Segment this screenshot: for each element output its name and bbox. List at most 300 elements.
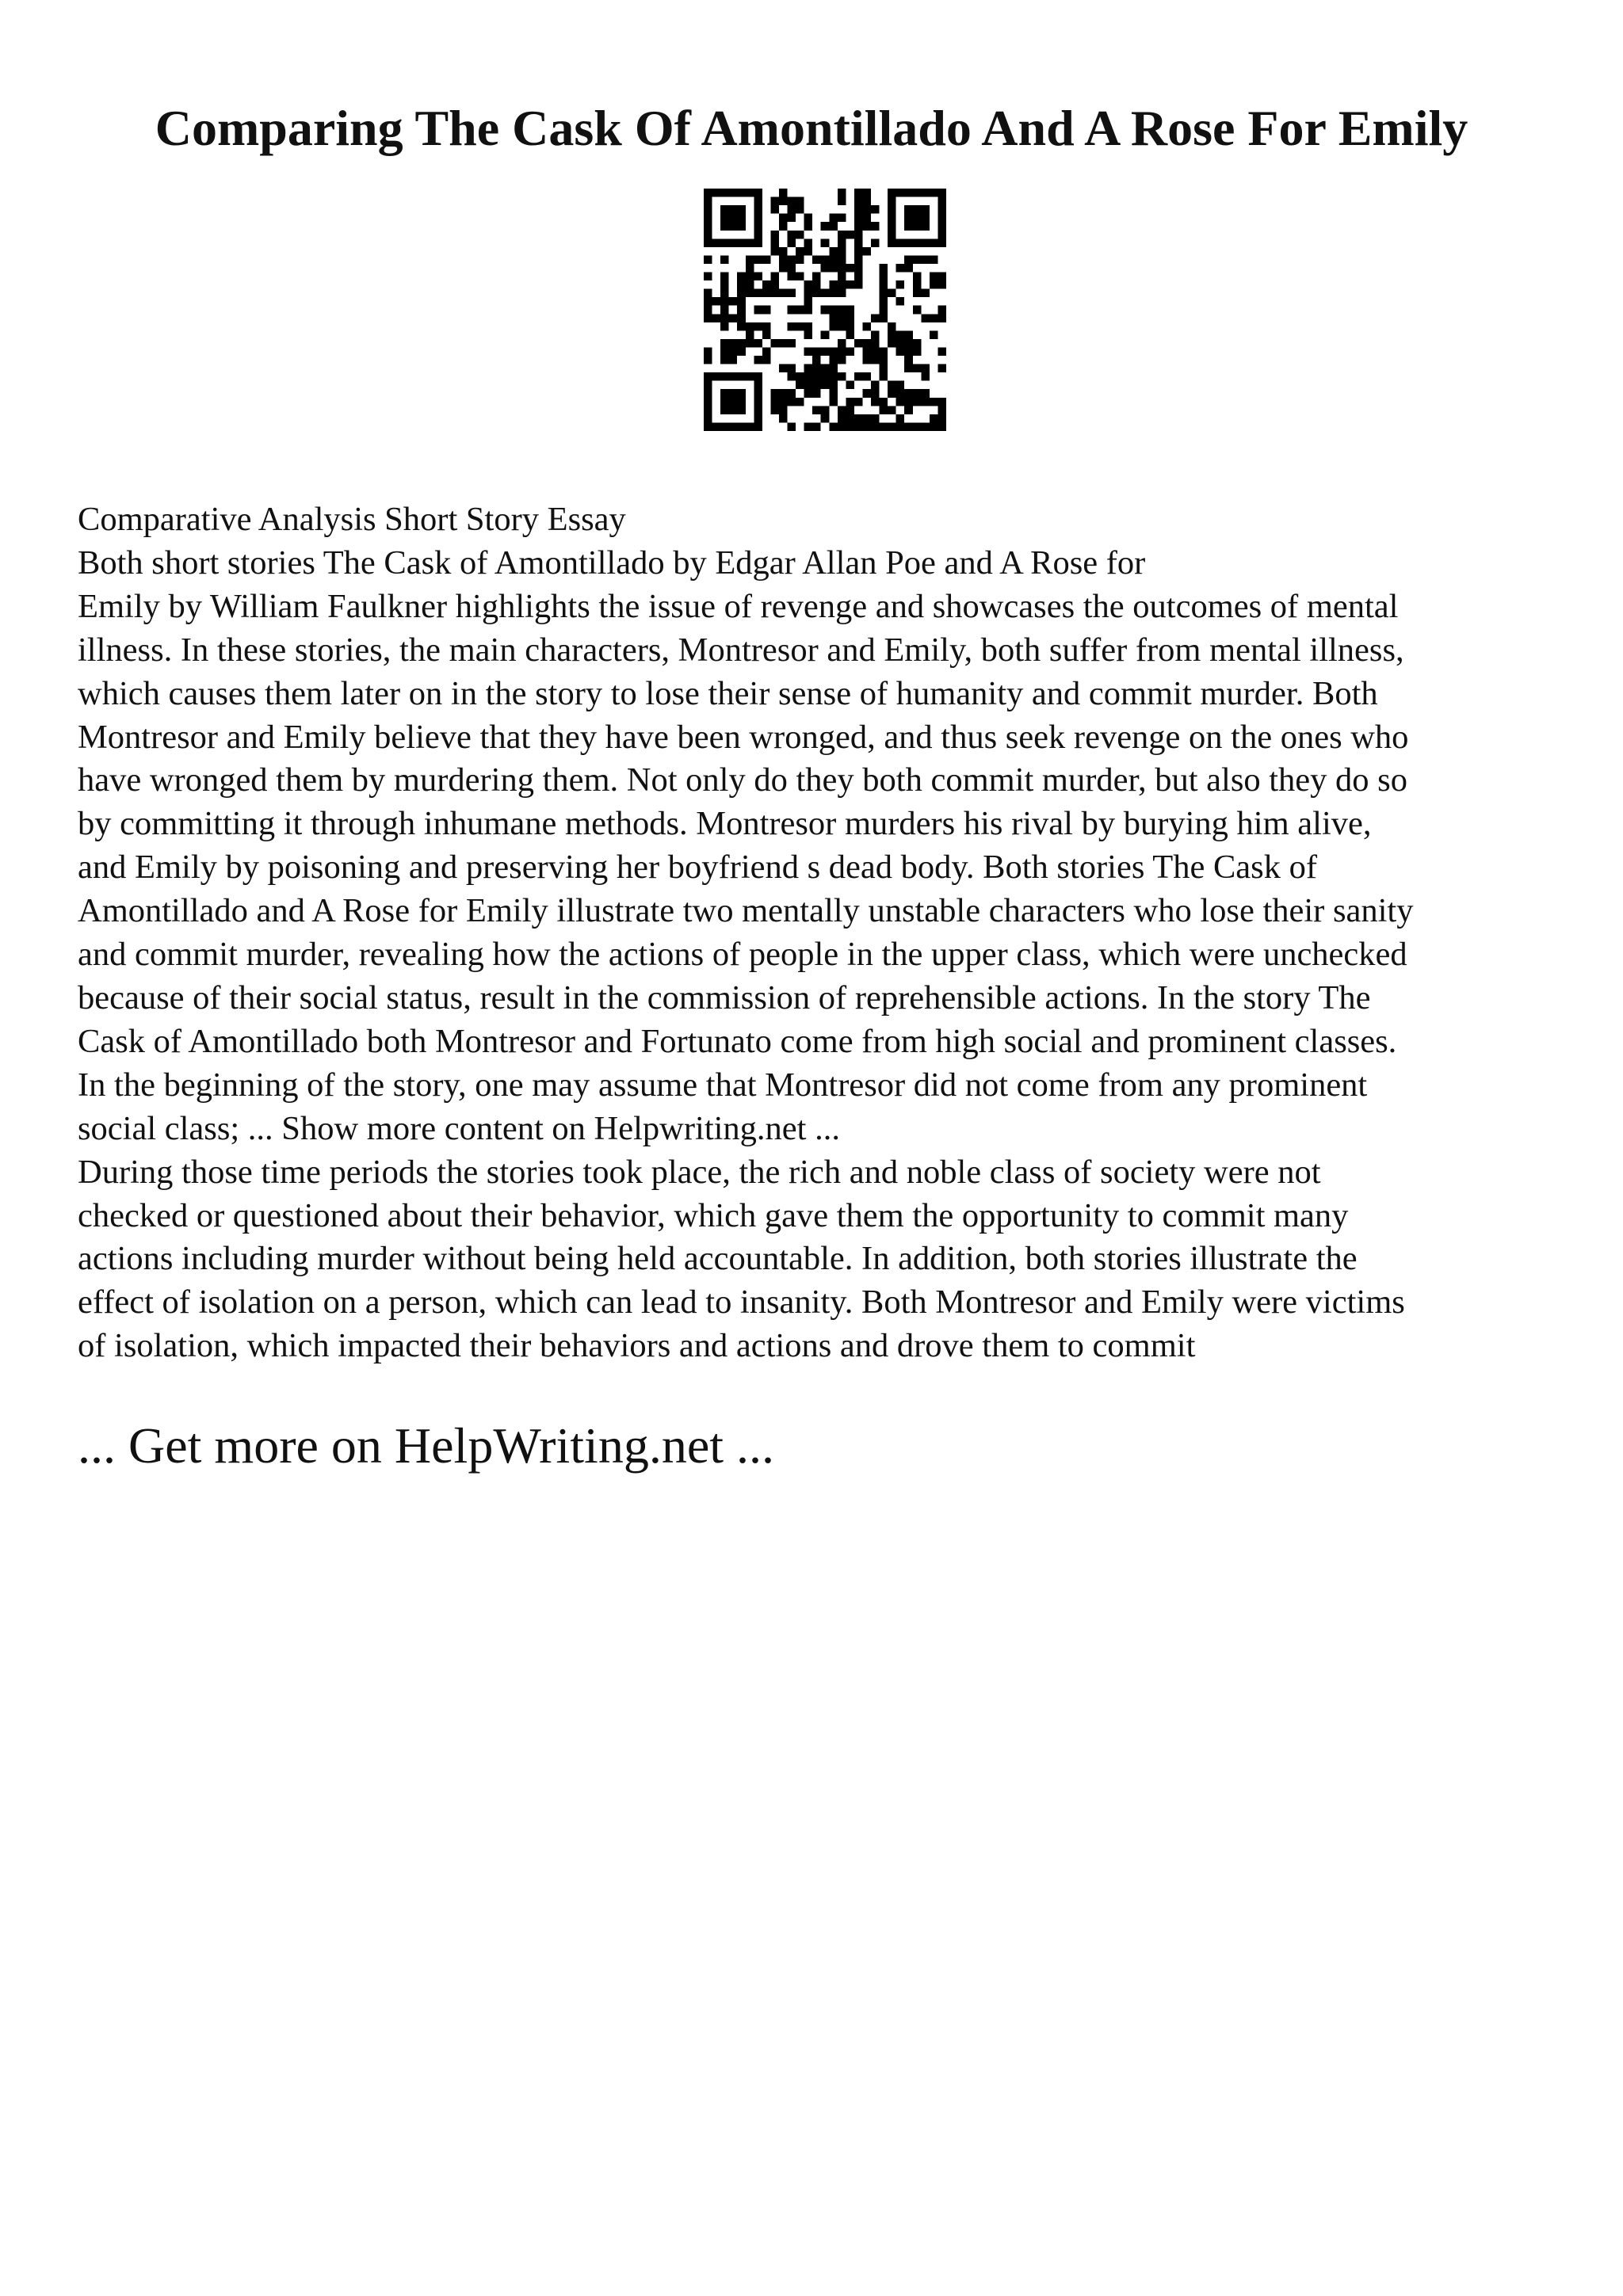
qr-module — [862, 389, 871, 398]
qr-module — [829, 381, 838, 390]
qr-module — [821, 238, 830, 247]
qr-module — [871, 238, 880, 247]
qr-module — [880, 364, 888, 373]
qr-module — [930, 280, 938, 289]
qr-module — [930, 414, 938, 423]
qr-module — [854, 255, 863, 264]
qr-module — [829, 389, 838, 398]
qr-module — [796, 306, 804, 315]
qr-module — [737, 297, 746, 306]
qr-module — [854, 197, 863, 206]
qr-module — [788, 389, 796, 398]
qr-module — [762, 289, 771, 298]
qr-module — [704, 314, 712, 322]
qr-module — [854, 398, 863, 406]
qr-module — [788, 422, 796, 431]
qr-module — [938, 273, 946, 281]
qr-module — [770, 205, 779, 214]
qr-code-icon — [704, 189, 946, 431]
qr-module — [804, 322, 813, 331]
qr-module — [862, 189, 871, 197]
qr-module — [880, 306, 888, 315]
qr-module — [880, 289, 888, 298]
qr-module — [804, 306, 813, 315]
qr-module — [720, 347, 729, 356]
qr-module — [871, 389, 880, 398]
qr-module — [754, 273, 762, 281]
qr-module — [804, 389, 813, 398]
qr-module — [838, 289, 846, 298]
qr-module — [880, 280, 888, 289]
qr-module — [938, 406, 946, 414]
qr-module — [838, 189, 846, 197]
qr-module — [746, 339, 754, 348]
qr-module — [829, 422, 838, 431]
qr-module — [812, 347, 821, 356]
qr-module — [854, 231, 863, 239]
qr-module — [770, 398, 779, 406]
qr-module — [812, 280, 821, 289]
qr-module — [862, 422, 871, 431]
qr-module — [812, 406, 821, 414]
qr-module — [871, 314, 880, 322]
qr-module — [846, 314, 854, 322]
qr-module — [896, 280, 905, 289]
body-line: because of their social status, result in the commission of reprehensible actions. In the story The — [78, 978, 1371, 1016]
qr-module — [896, 264, 905, 273]
qr-module — [913, 306, 922, 315]
qr-module — [930, 314, 938, 322]
qr-module — [896, 347, 905, 356]
qr-module — [804, 289, 813, 298]
qr-module — [788, 197, 796, 206]
qr-module — [821, 364, 830, 373]
qr-module — [862, 205, 871, 214]
qr-module — [846, 280, 854, 289]
qr-module — [746, 280, 754, 289]
qr-module — [754, 356, 762, 364]
qr-module — [770, 238, 779, 247]
qr-module — [796, 255, 804, 264]
body-line: social class; ... Show more content on Helpwriting.net ... — [78, 1109, 840, 1147]
qr-module — [704, 306, 712, 315]
qr-module — [746, 330, 754, 339]
qr-module — [838, 322, 846, 331]
get-more-link-text: ... Get more on HelpWriting.net ... — [78, 1417, 774, 1474]
qr-module — [930, 330, 938, 339]
qr-module — [862, 247, 871, 256]
qr-module — [720, 314, 729, 322]
qr-module — [904, 364, 913, 373]
qr-module — [796, 231, 804, 239]
qr-module — [821, 330, 830, 339]
qr-module — [812, 273, 821, 281]
qr-module — [921, 398, 930, 406]
qr-module — [804, 247, 813, 256]
qr-module — [737, 347, 746, 356]
qr-module — [854, 372, 863, 381]
qr-module — [720, 273, 729, 281]
qr-module — [854, 189, 863, 197]
qr-module — [871, 339, 880, 348]
qr-module — [829, 356, 838, 364]
qr-module — [770, 289, 779, 298]
qr-module — [829, 398, 838, 406]
qr-module — [788, 238, 796, 247]
qr-module — [904, 264, 913, 273]
qr-module — [904, 422, 913, 431]
qr-module — [829, 289, 838, 298]
qr-module — [704, 356, 712, 364]
qr-module — [938, 422, 946, 431]
qr-module — [913, 389, 922, 398]
qr-module — [762, 255, 771, 264]
qr-module — [746, 322, 754, 331]
qr-module — [880, 273, 888, 281]
qr-module — [930, 398, 938, 406]
body-line: illness. In these stories, the main characters, Montresor and Emily, both suffer from mental illness, — [78, 631, 1404, 669]
qr-module — [729, 347, 738, 356]
qr-module — [812, 255, 821, 264]
qr-module — [770, 389, 779, 398]
qr-module — [788, 364, 796, 373]
qr-module — [796, 398, 804, 406]
qr-module — [821, 414, 830, 423]
qr-module — [838, 339, 846, 348]
qr-module — [812, 364, 821, 373]
qr-module — [904, 398, 913, 406]
qr-module — [880, 406, 888, 414]
qr-module — [779, 389, 788, 398]
qr-module — [904, 389, 913, 398]
qr-module — [846, 347, 854, 356]
qr-module — [880, 372, 888, 381]
qr-module — [788, 372, 796, 381]
qr-module — [896, 330, 905, 339]
qr-module — [896, 389, 905, 398]
qr-module — [770, 197, 779, 206]
qr-module — [838, 347, 846, 356]
qr-module — [829, 247, 838, 256]
qr-module — [796, 273, 804, 281]
qr-module — [704, 297, 712, 306]
qr-module — [871, 422, 880, 431]
qr-module — [720, 306, 729, 315]
qr-module — [770, 231, 779, 239]
qr-module — [804, 381, 813, 390]
qr-module — [871, 414, 880, 423]
qr-module — [862, 347, 871, 356]
qr-module — [862, 414, 871, 423]
qr-module — [829, 306, 838, 315]
qr-module — [921, 364, 930, 373]
qr-module — [779, 197, 788, 206]
qr-module — [788, 214, 796, 223]
qr-module — [746, 273, 754, 281]
qr-module — [854, 222, 863, 231]
qr-module — [938, 306, 946, 315]
body-line: and commit murder, revealing how the actions of people in the upper class, which were unchecked — [78, 936, 1407, 974]
body-line: Both short stories The Cask of Amontillado by Edgar Allan Poe and A Rose for — [78, 543, 1146, 582]
qr-module — [854, 264, 863, 273]
qr-module — [838, 372, 846, 381]
qr-module — [754, 255, 762, 264]
qr-module — [846, 398, 854, 406]
qr-module — [746, 255, 754, 264]
qr-module — [896, 414, 905, 423]
qr-module — [880, 264, 888, 273]
document-title: Comparing The Cask Of Amontillado And A Rose For Emily — [155, 100, 1468, 156]
qr-module — [704, 289, 712, 298]
qr-module — [913, 273, 922, 281]
qr-module — [854, 273, 863, 281]
qr-module — [796, 381, 804, 390]
body-line: have wronged them by murdering them. Not only do they both commit murder, but also they do so — [78, 761, 1407, 799]
qr-module — [930, 422, 938, 431]
qr-module — [796, 197, 804, 206]
qr-module — [821, 306, 830, 315]
qr-module — [754, 339, 762, 348]
qr-module — [804, 347, 813, 356]
qr-module — [846, 414, 854, 423]
qr-module — [829, 264, 838, 273]
body-line: and Emily by poisoning and preserving her boyfriend s dead body. Both stories The Cask of — [78, 849, 1317, 887]
qr-module — [871, 330, 880, 339]
qr-module — [704, 347, 712, 356]
qr-module — [862, 356, 871, 364]
qr-module — [796, 205, 804, 214]
qr-module — [812, 422, 821, 431]
qr-module — [871, 356, 880, 364]
qr-module — [729, 297, 738, 306]
body-line: Emily by William Faulkner highlights the issue of revenge and showcases the outcomes of mental — [78, 587, 1399, 625]
qr-module — [871, 205, 880, 214]
qr-module — [838, 264, 846, 273]
qr-module — [754, 306, 762, 315]
qr-module — [846, 322, 854, 331]
qr-module — [788, 255, 796, 264]
qr-module — [788, 289, 796, 298]
qr-module — [821, 264, 830, 273]
qr-module — [888, 339, 896, 348]
qr-module — [904, 356, 913, 364]
qr-module — [779, 339, 788, 348]
qr-module — [838, 414, 846, 423]
qr-module — [913, 364, 922, 373]
qr-module — [812, 372, 821, 381]
qr-module — [888, 422, 896, 431]
qr-module — [829, 322, 838, 331]
qr-module — [812, 289, 821, 298]
body-line: Cask of Amontillado both Montresor and Fortunato come from high social and prominent classes. — [78, 1022, 1397, 1060]
qr-module — [862, 372, 871, 381]
qr-module — [788, 306, 796, 315]
qr-module — [762, 356, 771, 364]
qr-module — [821, 372, 830, 381]
qr-module — [720, 280, 729, 289]
qr-module — [921, 422, 930, 431]
qr-module — [788, 264, 796, 273]
qr-module — [846, 330, 854, 339]
qr-module — [913, 398, 922, 406]
qr-module — [737, 280, 746, 289]
qr-module — [880, 314, 888, 322]
qr-module — [720, 322, 729, 331]
qr-module — [720, 297, 729, 306]
qr-module — [804, 364, 813, 373]
qr-module — [770, 406, 779, 414]
qr-module — [821, 255, 830, 264]
qr-module — [770, 339, 779, 348]
qr-module — [938, 347, 946, 356]
body-line: effect of isolation on a person, which can lead to insanity. Both Montresor and Emily were victims — [78, 1283, 1405, 1322]
qr-module — [862, 214, 871, 223]
qr-module — [788, 339, 796, 348]
qr-module — [762, 306, 771, 315]
qr-module — [846, 422, 854, 431]
qr-module — [938, 398, 946, 406]
qr-module — [788, 231, 796, 239]
qr-module — [829, 364, 838, 373]
qr-module — [921, 255, 930, 264]
qr-module — [812, 356, 821, 364]
qr-module — [770, 280, 779, 289]
qr-module — [871, 381, 880, 390]
qr-module — [854, 339, 863, 348]
qr-module — [880, 356, 888, 364]
qr-module — [829, 314, 838, 322]
qr-module — [838, 356, 846, 364]
qr-module — [762, 330, 771, 339]
body-line: of isolation, which impacted their behaviors and actions and drove them to commit — [78, 1327, 1196, 1365]
qr-module — [821, 289, 830, 298]
body-line: actions including murder without being held accountable. In addition, both stories illustrate the — [78, 1240, 1358, 1278]
qr-module — [737, 322, 746, 331]
qr-module — [804, 422, 813, 431]
qr-module — [779, 414, 788, 423]
qr-module — [846, 264, 854, 273]
qr-module — [838, 214, 846, 223]
qr-module — [829, 347, 838, 356]
qr-module — [729, 356, 738, 364]
qr-module — [812, 381, 821, 390]
body-line: Montresor and Emily believe that they have been wronged, and thus seek revenge on the ones who — [78, 718, 1409, 756]
qr-module — [829, 214, 838, 223]
qr-module — [921, 314, 930, 322]
qr-module — [829, 255, 838, 264]
body-line: Amontillado and A Rose for Emily illustrate two mentally unstable characters who lose their sanity — [78, 892, 1414, 930]
qr-module — [796, 247, 804, 256]
qr-module — [896, 422, 905, 431]
body-line: by committing it through inhumane methods. Montresor murders his rival by burying him alive, — [78, 805, 1372, 843]
qr-module — [880, 398, 888, 406]
qr-module — [862, 322, 871, 331]
qr-module — [896, 339, 905, 348]
qr-module — [888, 322, 896, 331]
qr-module — [779, 406, 788, 414]
qr-module — [796, 372, 804, 381]
qr-module — [804, 222, 813, 231]
qr-module — [838, 197, 846, 206]
qr-module — [862, 197, 871, 206]
qr-module — [904, 347, 913, 356]
qr-module — [779, 364, 788, 373]
qr-module — [871, 398, 880, 406]
qr-module — [904, 330, 913, 339]
qr-module — [838, 280, 846, 289]
qr-module — [888, 289, 896, 298]
qr-module — [904, 339, 913, 348]
qr-module — [846, 231, 854, 239]
qr-module — [737, 339, 746, 348]
qr-module — [838, 314, 846, 322]
qr-module — [804, 214, 813, 223]
qr-module — [788, 205, 796, 214]
qr-module — [720, 255, 729, 264]
qr-module — [729, 339, 738, 348]
qr-module — [846, 306, 854, 315]
qr-module — [737, 289, 746, 298]
qr-module — [804, 238, 813, 247]
qr-module — [779, 247, 788, 256]
qr-module — [762, 322, 771, 331]
qr-module — [720, 356, 729, 364]
qr-module — [854, 280, 863, 289]
body-line: In the beginning of the story, one may assume that Montresor did not come from any prominent — [78, 1066, 1368, 1104]
qr-module — [821, 381, 830, 390]
qr-module — [938, 364, 946, 373]
qr-module — [913, 347, 922, 356]
qr-module — [938, 314, 946, 322]
qr-module — [921, 289, 930, 298]
qr-module — [788, 398, 796, 406]
qr-module — [779, 264, 788, 273]
qr-module — [737, 306, 746, 315]
qr-module — [913, 289, 922, 298]
qr-module — [871, 347, 880, 356]
qr-module — [804, 372, 813, 381]
qr-module — [720, 339, 729, 348]
qr-module — [770, 273, 779, 281]
qr-module — [913, 422, 922, 431]
qr-module — [888, 406, 896, 414]
qr-module — [880, 347, 888, 356]
qr-module — [804, 297, 813, 306]
qr-module — [913, 280, 922, 289]
qr-module — [930, 255, 938, 264]
qr-module — [854, 422, 863, 431]
qr-module — [913, 339, 922, 348]
qr-module — [779, 214, 788, 223]
qr-module — [712, 297, 721, 306]
qr-module — [904, 406, 913, 414]
qr-module — [921, 372, 930, 381]
qr-module — [854, 414, 863, 423]
qr-module — [880, 422, 888, 431]
qr-module — [904, 255, 913, 264]
qr-module — [829, 222, 838, 231]
body-line: During those time periods the stories took place, the rich and noble class of society were not — [78, 1153, 1321, 1191]
qr-module — [921, 389, 930, 398]
qr-module — [838, 422, 846, 431]
qr-module — [729, 314, 738, 322]
qr-module — [838, 238, 846, 247]
qr-module — [762, 347, 771, 356]
qr-module — [762, 280, 771, 289]
qr-module — [804, 280, 813, 289]
essay-body — [78, 498, 1568, 1368]
qr-module — [854, 247, 863, 256]
